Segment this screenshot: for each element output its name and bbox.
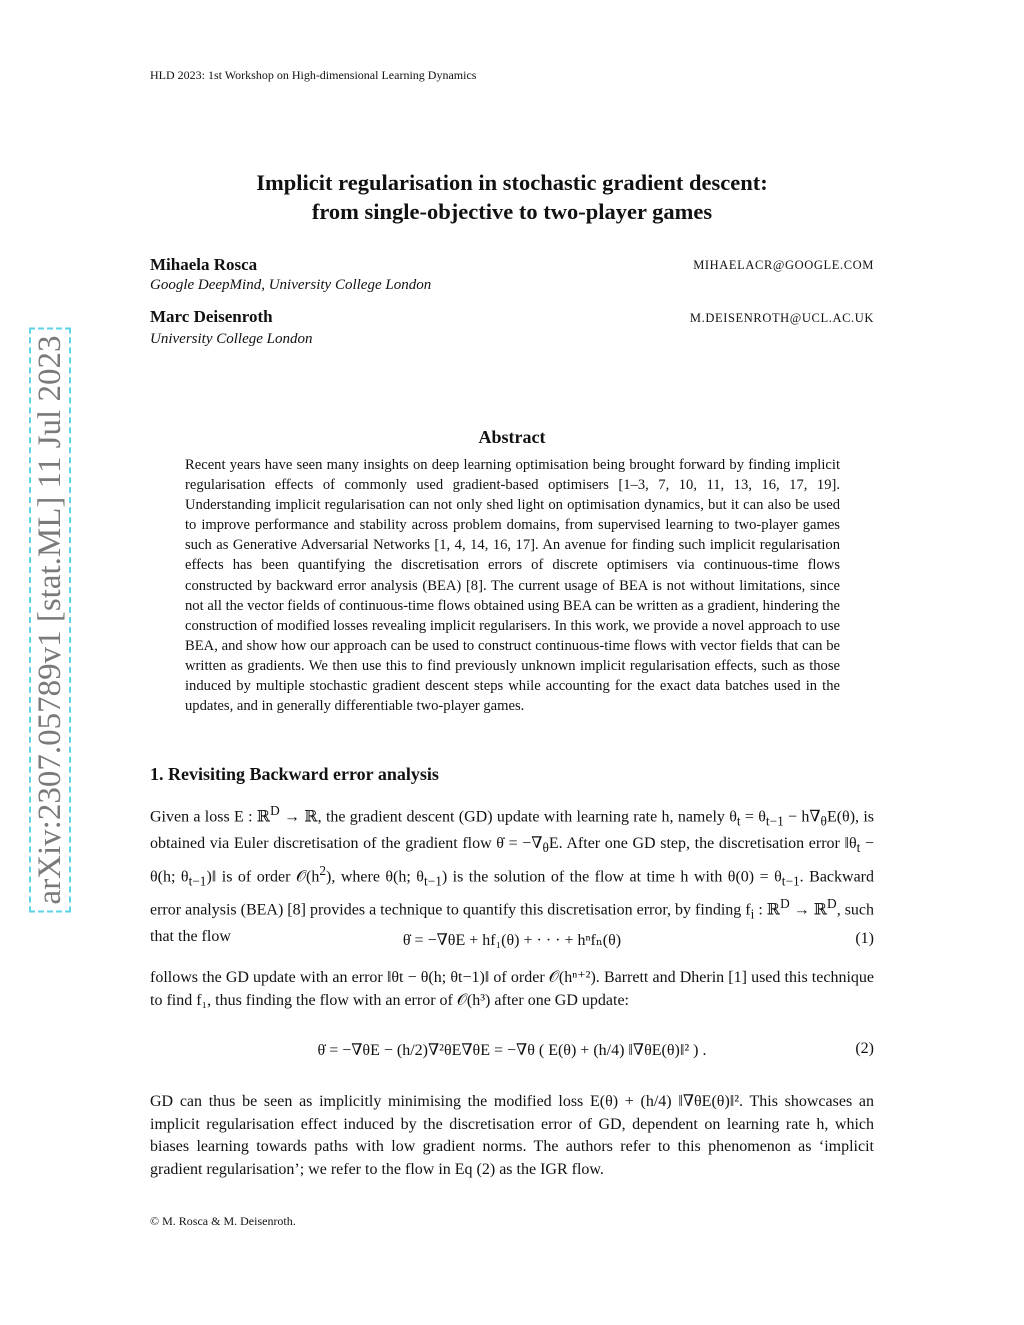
paper-title [150,168,874,226]
section-1-paragraph-2: follows the GD update with an error ‖θt − θ(h; θt−1)‖ of order 𝒪(hⁿ⁺²). Barrett and Dherin [1] used this technique to find f₁, thus finding the flow with an error of 𝒪(h³) after one GD update: [150,969,874,1009]
title-line-2: from single-objective to two-player games [311,199,713,224]
equation-2-number: (2) [855,1040,874,1057]
arxiv-sidebar [30,320,70,920]
abstract-body: Recent years have seen many insights on deep learning optimisation being brought forward by finding implicit regularisation effects of commonly used gradient-based optimisers [1–3, 7, 10, 11, 13, 16, 17, 19]. Understanding implicit regularisation can not only shed light on optimisation dynamics, but it can also be used to improve performance and stability across problem domains, from supervised learning to two-player games such as Generative Adversarial Networks [1, 4, 14, 16, 17]. An avenue for finding such implicit regularisation effects has been quantifying the discretisation errors of discrete optimisers via continuous-time flows constructed by backward error analysis (BEA) [8]. The current usage of BEA is not without limitations, since not all the vector fields of continuous-time flows obtained using BEA can be written as a gradient, hindering the construction of modified losses revealing implicit regularisers. In this work, we provide a novel approach to use BEA, and show how our approach can be used to construct continuous-time flows with vector fields that can be written as gradients. We then use this to find previously unknown implicit regularisation effects, such as those induced by multiple stochastic gradient descent steps while accounting for the exact data batches used in the updates, and in generally differentiable two-player games. [185,457,840,715]
author-1-affiliation: Google DeepMind, University College London [150,277,432,293]
author-1-email[interactable]: MIHAELACR@GOOGLE.COM [693,258,874,272]
title-line-1: Implicit regularisation in stochastic gradient descent: [256,170,768,195]
section-1-paragraph-3: GD can thus be seen as implicitly minimising the modified loss E(θ) + (h/4) ‖∇θE(θ)‖². This showcases an implicit regularisation effect induced by the discretisation error of GD, dependent on learning rate h, which biases learning towards paths with low gradient norms. The authors refer to this phenomenon as ‘implicit gradient regularisation’; we refer to the flow in Eq (2) as the IGR flow. [150,1093,874,1178]
copyright-footer: © M. Rosca & M. Deisenroth. [150,1214,296,1228]
author-2-affiliation: University College London [150,331,313,347]
equation-1: θ̇ = −∇θE + hf₁(θ) + · · · + hⁿfₙ(θ) [402,932,622,949]
venue-header: HLD 2023: 1st Workshop on High-dimensional Learning Dynamics [150,68,477,82]
author-2-name: Marc Deisenroth [150,307,273,326]
section-1-paragraph-1: Given a loss E : ℝ$^D$ → ℝ, the gradient descent (GD) update with learning rate h, namely $\theta_t = \theta_{t-1} - h\nabla_\theta E(\theta)$, is obtained via Euler discretisation of the gradient flow θ̇ = $-\nabla_\theta E$. After one GD step, the discretisation error $‖\theta_t - \theta(h$; $\theta_{t-1})‖$ is of order $𝒪(h^2)$, where θ(h; $\theta_{t-1}$) is the solution of the flow at time h with $\theta(0) = \theta_{t-1}$. Backward error analysis (BEA) [8] provides a technique to quantify this discretisation error, by finding $f_i$ : ℝ$^D$ → ℝ$^D$, such that the flow [150,803,875,945]
section-1-heading: 1. Revisiting Backward error analysis [150,764,439,784]
author-1-name: Mihaela Rosca [150,255,258,274]
author-2-email[interactable]: M.DEISENROTH@UCL.AC.UK [689,311,874,325]
equation-1-number: (1) [855,930,874,947]
equation-2: θ̇ = −∇θE − (h/2)∇²θE∇θE = −∇θ ( E(θ) + (h/4) ‖∇θE(θ)‖² ) . [317,1042,707,1059]
arxiv-id-stamp: arXiv:2307.05789v1 [stat.ML] 11 Jul 2023 [29,328,71,913]
abstract-heading: Abstract [478,427,546,447]
